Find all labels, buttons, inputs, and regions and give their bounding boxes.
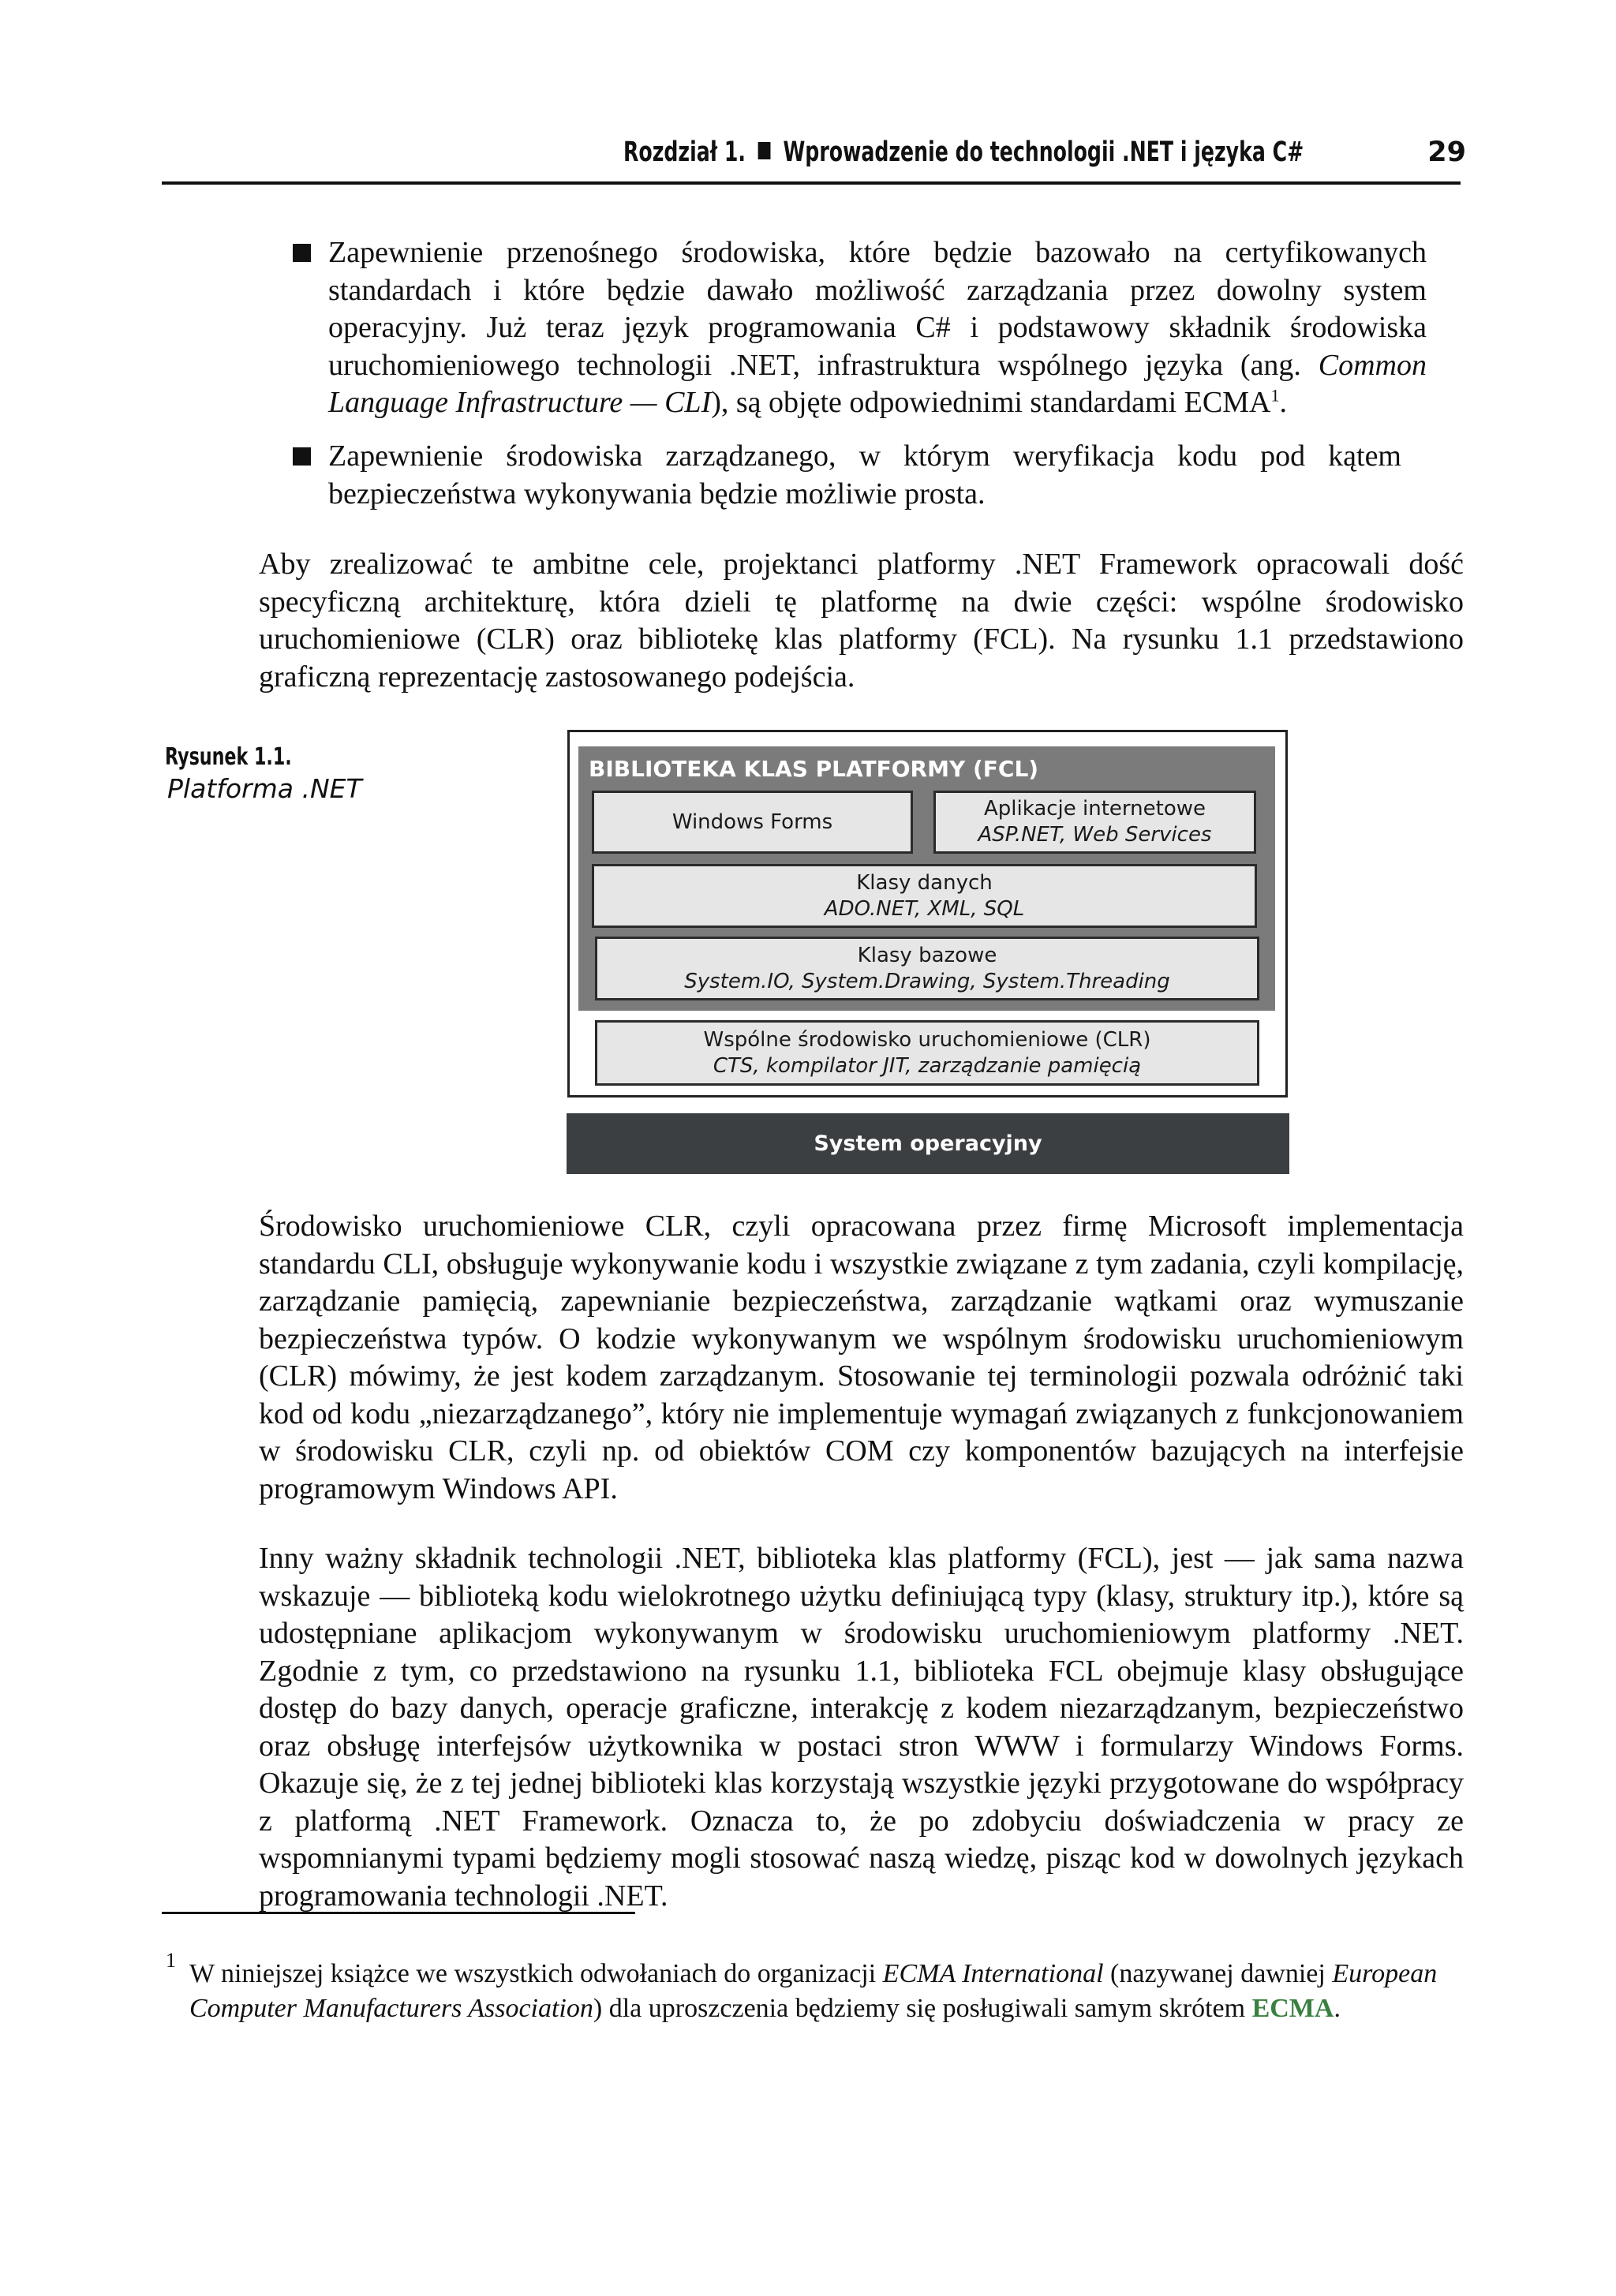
fcl-title: BIBLIOTEKA KLAS PLATFORMY (FCL) <box>589 756 1039 782</box>
footnote-mark: 1 <box>166 1949 176 1972</box>
box-label: Aplikacje internetowe <box>983 797 1206 821</box>
bullet-square-icon <box>293 447 311 466</box>
footnote-part: . <box>1334 1994 1341 2023</box>
box-sublabel: CTS, kompilator JIT, zarządzanie pamięcią <box>713 1053 1142 1078</box>
ecma-highlight: ECMA <box>1251 1994 1334 2023</box>
box-base-classes <box>595 937 1259 1000</box>
box-label: Klasy bazowe <box>857 943 997 967</box>
box-sublabel: System.IO, System.Drawing, System.Threading <box>684 969 1170 993</box>
box-web-apps <box>933 791 1256 854</box>
bullet-item-managed-environment: Zapewnienie środowiska zarządzanego, w którym weryfikacja kodu pod kątem bezpieczeństwa wykonywania będzie możliwie prosta. <box>328 439 1401 510</box>
paragraph-clr: Środowisko uruchomieniowe CLR, czyli opracowana przez firmę Microsoft implementacja standardu CLI, obsługuje wykonywanie kodu i wszystkie związane z tym zadania, czyli kompilację, zarządzanie pamięcią, zapewnianie bezpieczeństwa, zarządzanie wątkami oraz wymuszanie bezpieczeństwa typów. O kodzie wykonywanym we wspólnym środowisku uruchomieniowym (CLR) mówimy, że jest kodem zarządzanym. Stosowanie tej terminologii pozwala odróżnić taki kod od kodu „niezarządzanego”, który nie implementuje wymagań związanych z funkcjonowaniem w środowisku CLR, czyli np. od obiektów COM czy komponentów bazujących na interfejsie programowym Windows API. <box>259 1210 1464 1505</box>
bullet-item-portable-environment <box>328 234 1427 422</box>
bullet-text: Zapewnienie przenośnego środowiska, które będzie bazowało na certyfikowanych standardach i które będzie dawało możliwość zarządzania przez dowolny system operacyjny. Już teraz język programowania C# i podstawowy składnik środowiska uruchomieniowego technologii .NET, infrastruktura wspólnego języka (ang. <box>328 236 1427 382</box>
box-windows-forms <box>592 791 913 854</box>
bullet-italic: Common Language Infrastructure — CLI <box>328 348 1427 419</box>
page-number: 29 <box>1427 136 1466 168</box>
footnote-part: (nazywanej dawniej <box>1103 1959 1333 1988</box>
footnote-italic: European Computer Manufacturers Association <box>189 1959 1438 2023</box>
header-square-icon <box>758 142 771 159</box>
chapter-label: Rozdział 1. <box>623 136 746 168</box>
box-sublabel: ADO.NET, XML, SQL <box>824 896 1025 921</box>
bullet-text: . <box>1279 386 1287 419</box>
box-label: Klasy danych <box>856 870 993 895</box>
footnote-text <box>189 1957 1468 2026</box>
bullet-square-icon <box>293 244 311 262</box>
paragraph-fcl: Inny ważny składnik technologii .NET, biblioteka klas platformy (FCL), jest — jak sama nazwa wskazuje — biblioteką kodu wielokrotnego użytku definiującą typy (klasy, struktury itp.), które są udostępniane aplikacjom wykonywanym w środowisku uruchomieniowym platformy .NET. Zgodnie z tym, co przedstawiono na rysunku 1.1, biblioteka FCL obejmuje klasy obsługujące dostęp do bazy danych, operacje graficzne, interakcję z kodem niezarządzanym, bezpieczeństwo oraz obsługę interfejsów użytkownika w postaci stron WWW i formularzy Windows Forms. Okazuje się, że z tej jednej biblioteki klas korzystają wszystkie języki przygotowane do współpracy z platformą .NET Framework. Oznacza to, że po zdobyciu doświadczenia w pracy ze wspomnianymi typami będziemy mogli stosować naszą wiedzę, pisząc kod w dowolnych językach programowania technologii .NET. <box>259 1542 1464 1913</box>
bullet-text: ), są objęte odpowiednimi standardami ECMA <box>711 386 1271 419</box>
box-data-classes <box>592 864 1257 928</box>
box-label: Wspólne środowisko uruchomieniowe (CLR) <box>703 1027 1151 1052</box>
footnote-part: W niniejszej książce we wszystkich odwołaniach do organizacji <box>189 1959 883 1988</box>
box-operating-system: System operacyjny <box>567 1113 1289 1174</box>
box-label: Windows Forms <box>671 810 833 834</box>
chapter-title: Wprowadzenie do technologii .NET i języka C# <box>783 136 1304 168</box>
footnote-rule <box>162 1912 635 1914</box>
footnote-italic: ECMA International <box>882 1959 1104 1988</box>
figure-caption: Platforma .NET <box>167 773 362 804</box>
paragraph-intro: Aby zrealizować te ambitne cele, projektanci platformy .NET Framework opracowali dość specyficzną architekturę, która dzieli tę platformę na dwie części: wspólne środowisko uruchomieniowe (CLR) oraz bibliotekę klas platformy (FCL). Na rysunku 1.1 przedstawiono graficzną reprezentację zastosowanego podejścia. <box>259 548 1464 694</box>
footnote-part: ) dla uproszczenia będziemy się posługiwali samym skrótem <box>593 1994 1252 2023</box>
header-rule <box>162 181 1461 185</box>
box-clr <box>595 1020 1259 1086</box>
figure-label: Rysunek 1.1. <box>165 743 292 771</box>
footnote-ref[interactable]: 1 <box>1270 385 1280 406</box>
running-header <box>623 133 1304 172</box>
box-sublabel: ASP.NET, Web Services <box>978 823 1212 847</box>
